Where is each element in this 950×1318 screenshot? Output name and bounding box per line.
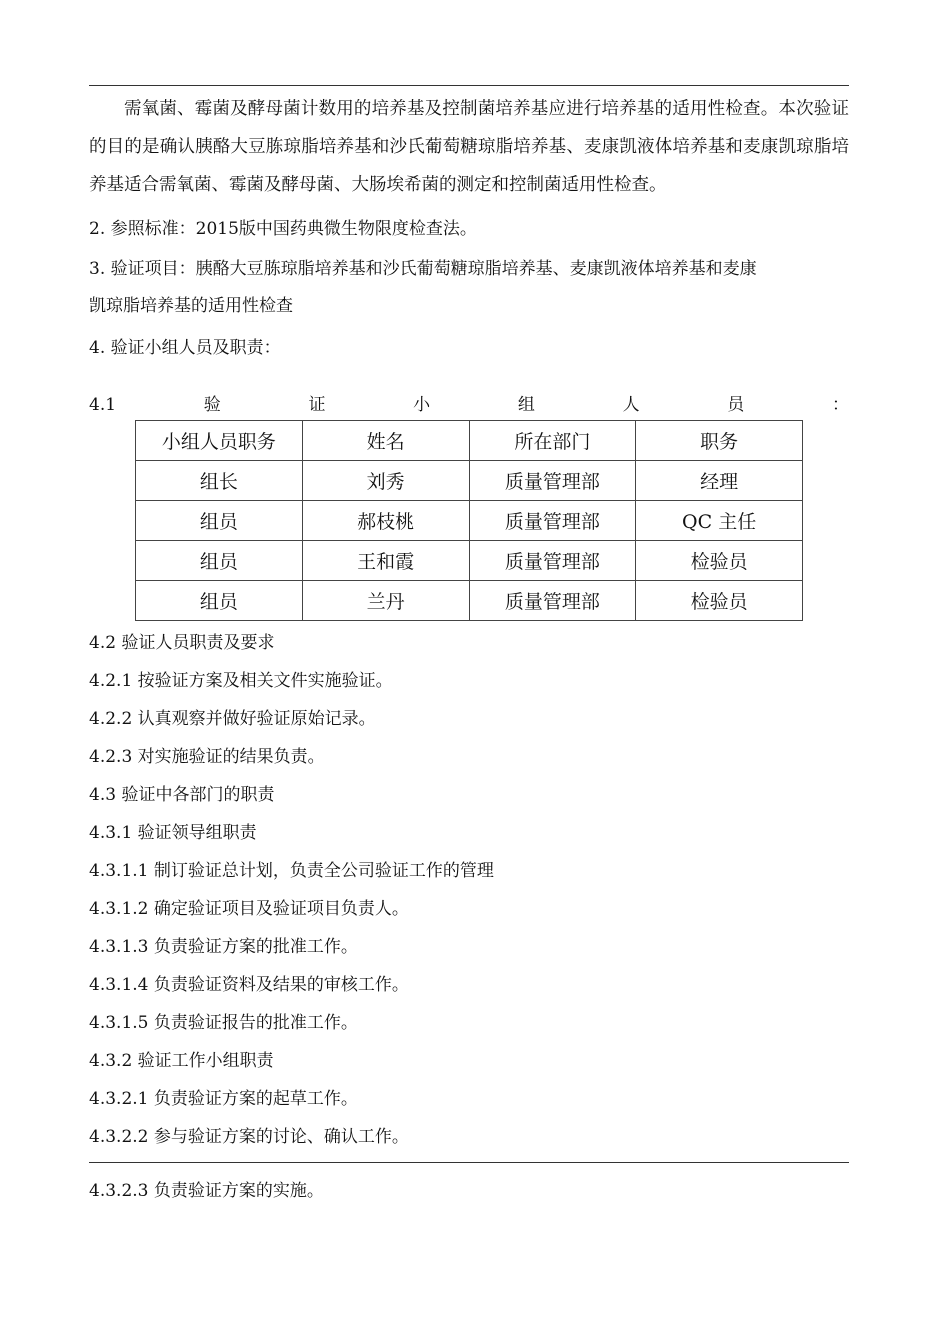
section-4-1-heading <box>89 395 849 415</box>
section-4-heading: 4. 验证小组人员及职责： <box>89 338 281 358</box>
table-cell: 质量管理部 <box>469 581 636 621</box>
item-4-3-1-2: 4.3.1.2 确定验证项目及验证项目负责人。 <box>89 899 409 919</box>
section-4-1-char: ： <box>831 395 849 415</box>
section-4-1-char: 人 <box>622 395 640 415</box>
table-cell: 质量管理部 <box>469 541 636 581</box>
table-row <box>136 541 803 581</box>
table-cell: 组长 <box>136 461 303 501</box>
section-3-line-2: 凯琼脂培养基的适用性检查 <box>89 296 293 316</box>
item-4-3-2-1: 4.3.2.1 负责验证方案的起草工作。 <box>89 1089 358 1109</box>
header-rule <box>89 85 849 86</box>
item-4-2: 4.2 验证人员职责及要求 <box>89 633 275 653</box>
table-cell: 组员 <box>136 541 303 581</box>
table-row <box>136 501 803 541</box>
item-4-3-2: 4.3.2 验证工作小组职责 <box>89 1051 274 1071</box>
table-cell: 兰丹 <box>302 581 469 621</box>
table-cell: 王和霞 <box>302 541 469 581</box>
item-4-2-3: 4.2.3 对实施验证的结果负责。 <box>89 747 325 767</box>
item-4-3-1: 4.3.1 验证领导组职责 <box>89 823 257 843</box>
item-4-3: 4.3 验证中各部门的职责 <box>89 785 275 805</box>
table-cell: 质量管理部 <box>469 501 636 541</box>
item-4-2-2: 4.2.2 认真观察并做好验证原始记录。 <box>89 709 376 729</box>
section-3-line-1: 3. 验证项目：胰酪大豆胨琼脂培养基和沙氏葡萄糖琼脂培养基、麦康凯液体培养基和麦康 <box>89 259 757 279</box>
section-2-reference: 2. 参照标准：2015版中国药典微生物限度检查法。 <box>89 219 477 239</box>
table-cell: 刘秀 <box>302 461 469 501</box>
table-cell: 检验员 <box>636 541 803 581</box>
item-4-3-2-3: 4.3.2.3 负责验证方案的实施。 <box>89 1181 324 1201</box>
intro-paragraph: 需氧菌、霉菌及酵母菌计数用的培养基及控制菌培养基应进行培养基的适用性检查。本次验证的目的是确认胰酪大豆胨琼脂培养基和沙氏葡萄糖琼脂培养基、麦康凯液体培养基和麦康凯琼脂培养基适合需氧菌、霉菌及酵母菌、大肠埃希菌的测定和控制菌适用性检查。 <box>89 99 849 195</box>
table-header-cell: 姓名 <box>302 421 469 461</box>
section-4-1-char: 4.1 <box>89 395 117 415</box>
members-table <box>135 420 803 621</box>
table-cell: QC 主任 <box>636 501 803 541</box>
table-header-row <box>136 421 803 461</box>
table-header-cell: 所在部门 <box>469 421 636 461</box>
table-cell: 郝枝桃 <box>302 501 469 541</box>
table-row <box>136 461 803 501</box>
footer-rule <box>89 1162 849 1163</box>
table-header-cell: 小组人员职务 <box>136 421 303 461</box>
table-cell: 组员 <box>136 501 303 541</box>
table-cell: 经理 <box>636 461 803 501</box>
item-4-3-1-5: 4.3.1.5 负责验证报告的批准工作。 <box>89 1013 358 1033</box>
section-4-1-char: 小 <box>413 395 431 415</box>
section-4-1-char: 员 <box>727 395 745 415</box>
table-header-cell: 职务 <box>636 421 803 461</box>
table-cell: 检验员 <box>636 581 803 621</box>
item-4-3-1-1: 4.3.1.1 制订验证总计划，负责全公司验证工作的管理 <box>89 861 494 881</box>
section-4-1-char: 组 <box>517 395 535 415</box>
item-4-2-1: 4.2.1 按验证方案及相关文件实施验证。 <box>89 671 393 691</box>
table-cell: 组员 <box>136 581 303 621</box>
table-row <box>136 581 803 621</box>
section-4-1-char: 验 <box>203 395 221 415</box>
item-4-3-1-3: 4.3.1.3 负责验证方案的批准工作。 <box>89 937 358 957</box>
table-cell: 质量管理部 <box>469 461 636 501</box>
section-4-1-char: 证 <box>308 395 326 415</box>
item-4-3-2-2: 4.3.2.2 参与验证方案的讨论、确认工作。 <box>89 1127 409 1147</box>
item-4-3-1-4: 4.3.1.4 负责验证资料及结果的审核工作。 <box>89 975 409 995</box>
